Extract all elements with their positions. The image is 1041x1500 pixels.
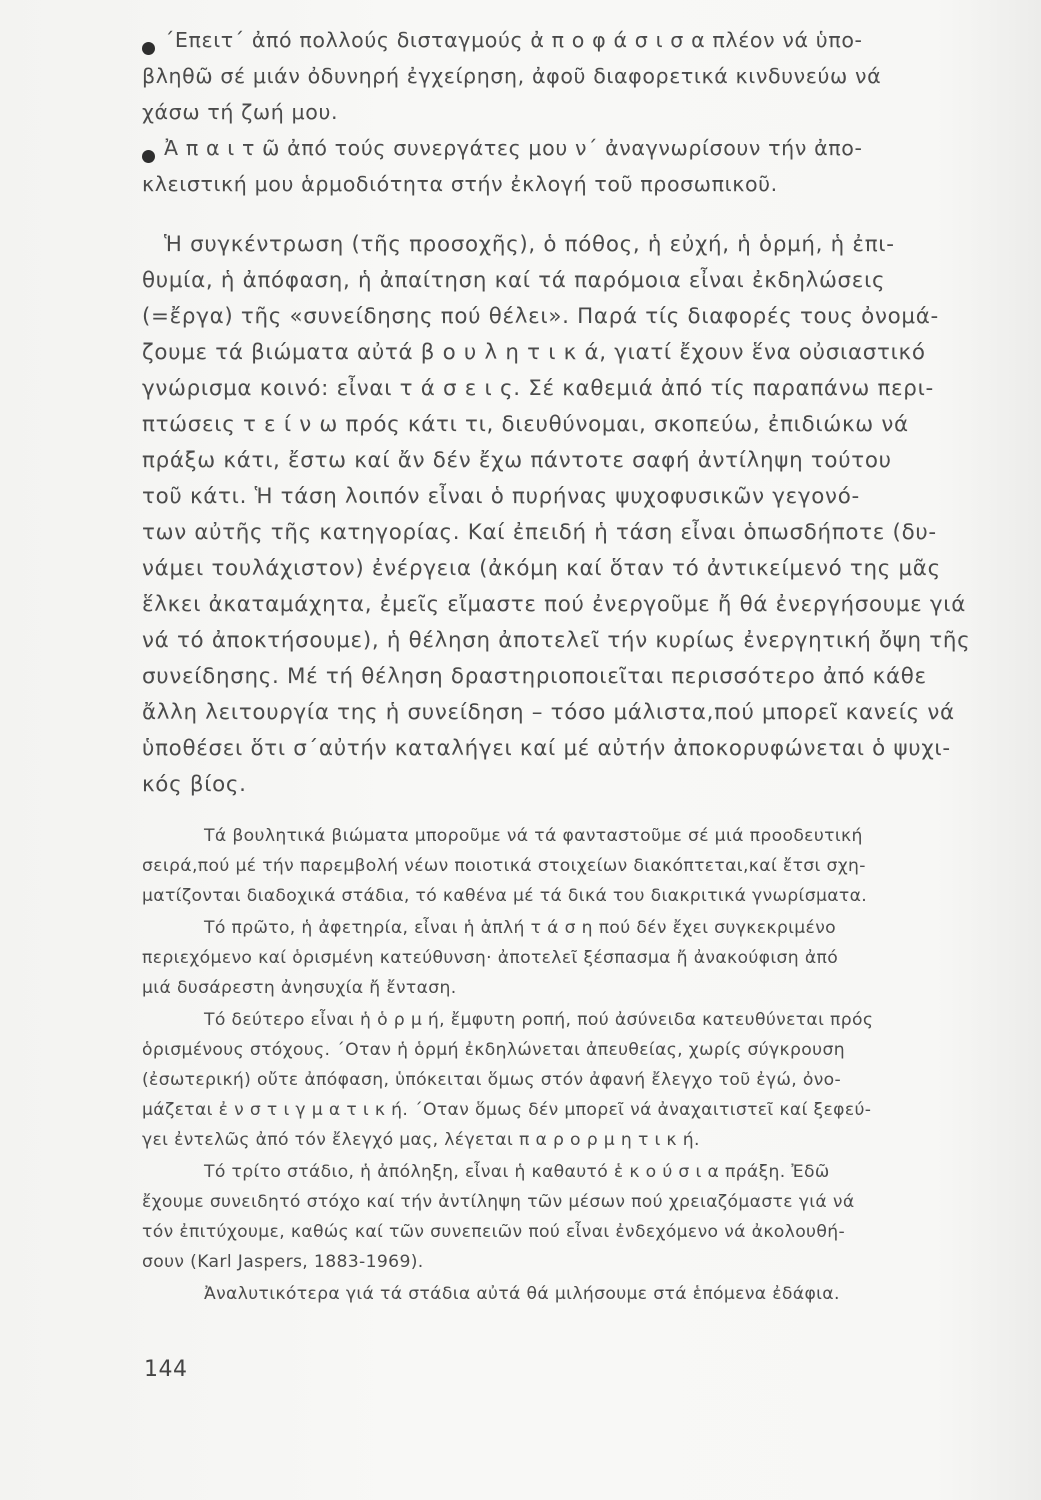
- page-number: 144: [144, 1357, 188, 1382]
- bullet-icon: [142, 150, 155, 163]
- main-line: νάμει τουλάχιστον) ἐνέργεια (ἀκόμη καί ὅταν τό ἀντικείμενό της μᾶς: [142, 556, 941, 581]
- bullet-icon: [142, 42, 155, 55]
- main-line: τοῦ κάτι. Ἡ τάση λοιπόν εἶναι ὁ πυρήνας ψυχοφυσικῶν γεγονό-: [142, 484, 860, 509]
- main-line: συνείδησης. Μέ τή θέληση δραστηριοποιεῖται περισσότερο ἀπό κάθε: [142, 664, 927, 689]
- main-line: νά τό ἀποκτήσουμε), ἡ θέληση ἀποτελεῖ τήν κυρίως ἐνεργητική ὄψη τῆς: [142, 628, 971, 653]
- bullet-2-line-1: Ἀ π α ι τ ῶ ἀπό τούς συνεργάτες μου ν΄ ἀναγνωρίσουν τήν ἀπο-: [164, 136, 863, 160]
- small-line: ματίζονται διαδοχικά στάδια, τό καθένα μέ τά δικά του διακριτικά γνωρίσματα.: [142, 886, 868, 906]
- main-line: ζουμε τά βιώματα αὐτά β ο υ λ η τ ι κ ά, γιατί ἔχουν ἕνα οὐσιαστικό: [142, 340, 926, 365]
- main-line: κός βίος.: [142, 772, 247, 797]
- bullet-list: [142, 26, 987, 206]
- small-line: γει ἐντελῶς ἀπό τόν ἔλεγχό μας, λέγεται π α ρ ο ρ μ η τ ι κ ή.: [142, 1130, 700, 1150]
- small-line: μιά δυσάρεστη ἀνησυχία ἤ ἔνταση.: [142, 978, 457, 998]
- main-line: θυμία, ἡ ἀπόφαση, ἡ ἀπαίτηση καί τά παρόμοια εἶναι ἐκδηλώσεις: [142, 268, 886, 293]
- small-line: περιεχόμενο καί ὁρισμένη κατεύθυνση· ἀποτελεῖ ξέσπασμα ἤ ἀνακούφιση ἀπό: [142, 948, 839, 968]
- small-line: μάζεται ἐ ν σ τ ι γ μ α τ ι κ ή. ΄Οταν ὅμως δέν μπορεῖ νά ἀναχαιτιστεῖ καί ξεφεύ-: [142, 1100, 872, 1120]
- main-line: ὑποθέσει ὅτι σ΄αὐτήν καταλήγει καί μέ αὐτήν ἀποκορυφώνεται ὁ ψυχι-: [142, 736, 951, 761]
- small-line: Ἀναλυτικότερα γιά τά στάδια αὐτά θά μιλήσουμε στά ἑπόμενα ἐδάφια.: [204, 1284, 840, 1304]
- small-line: (ἐσωτερική) οὔτε ἀπόφαση, ὑπόκειται ὅμως στόν ἀφανή ἔλεγχο τοῦ ἐγώ, ὀνο-: [142, 1070, 842, 1090]
- main-line: Ἡ συγκέντρωση (τῆς προσοχῆς), ὁ πόθος, ἡ εὐχή, ἡ ὁρμή, ἡ ἐπι-: [164, 232, 895, 257]
- main-line: ἕλκει ἀκαταμάχητα, ἐμεῖς εἴμαστε πού ἐνεργοῦμε ἤ θά ἐνεργήσουμε γιά: [142, 592, 967, 617]
- small-line: Τό δεύτερο εἶναι ἡ ὁ ρ μ ή, ἔμφυτη ροπή, πού ἀσύνειδα κατευθύνεται πρός: [204, 1010, 874, 1030]
- main-line: των αὐτῆς τῆς κατηγορίας. Καί ἐπειδή ἡ τάση εἶναι ὁπωσδήποτε (δυ-: [142, 520, 937, 545]
- bullet-1-line-1: ΄Επειτ΄ ἀπό πολλούς δισταγμούς ἀ π ο φ ά σ ι σ α πλέον νά ὑπο-: [164, 28, 863, 52]
- small-line: σουν (Karl Jaspers, 1883-1969).: [142, 1252, 424, 1272]
- small-print-section: [142, 818, 987, 1308]
- small-line: Τά βουλητικά βιώματα μποροῦμε νά τά φανταστοῦμε σέ μιά προοδευτική: [204, 826, 863, 846]
- main-line: ἄλλη λειτουργία της ἡ συνείδηση – τόσο μάλιστα,πού μπορεῖ κανείς νά: [142, 700, 955, 725]
- bullet-2-line-2: κλειστική μου ἁρμοδιότητα στήν ἐκλογή τοῦ προσωπικοῦ.: [142, 172, 778, 196]
- small-line: ὁρισμένους στόχους. ΄Οταν ἡ ὁρμή ἐκδηλώνεται ἀπευθείας, χωρίς σύγκρουση: [142, 1040, 845, 1060]
- small-line: τόν ἐπιτύχουμε, καθώς καί τῶν συνεπειῶν πού εἶναι ἐνδεχόμενο νά ἀκολουθή-: [142, 1222, 846, 1242]
- small-line: Τό πρῶτο, ἡ ἀφετηρία, εἶναι ἡ ἁπλή τ ά σ η πού δέν ἔχει συγκεκριμένο: [204, 918, 837, 938]
- main-line: γνώρισμα κοινό: εἶναι τ ά σ ε ι ς. Σέ καθεμιά ἀπό τίς παραπάνω περι-: [142, 376, 934, 401]
- small-line: σειρά,πού μέ τήν παρεμβολή νέων ποιοτικά στοιχείων διακόπτεται,καί ἔτσι σχη-: [142, 856, 866, 876]
- main-paragraph: [142, 228, 987, 808]
- small-line: ἔχουμε συνειδητό στόχο καί τήν ἀντίληψη τῶν μέσων πού χρειαζόμαστε γιά νά: [142, 1192, 855, 1212]
- main-line: (=ἔργα) τῆς «συνείδησης πού θέλει». Παρά τίς διαφορές τους ὀνομά-: [142, 304, 939, 329]
- bullet-1-line-3: χάσω τή ζωή μου.: [142, 100, 339, 124]
- small-line: Τό τρίτο στάδιο, ἡ ἀπόληξη, εἶναι ἡ καθαυτό ἑ κ ο ύ σ ι α πράξη. Ἐδῶ: [204, 1162, 830, 1182]
- main-line: πτώσεις τ ε ί ν ω πρός κάτι τι, διευθύνομαι, σκοπεύω, ἐπιδιώκω νά: [142, 412, 909, 437]
- main-line: πράξω κάτι, ἔστω καί ἄν δέν ἔχω πάντοτε σαφή ἀντίληψη τούτου: [142, 448, 892, 473]
- bullet-1-line-2: βληθῶ σέ μιάν ὀδυνηρή ἐγχείρηση, ἀφοῦ διαφορετικά κινδυνεύω νά: [142, 64, 882, 88]
